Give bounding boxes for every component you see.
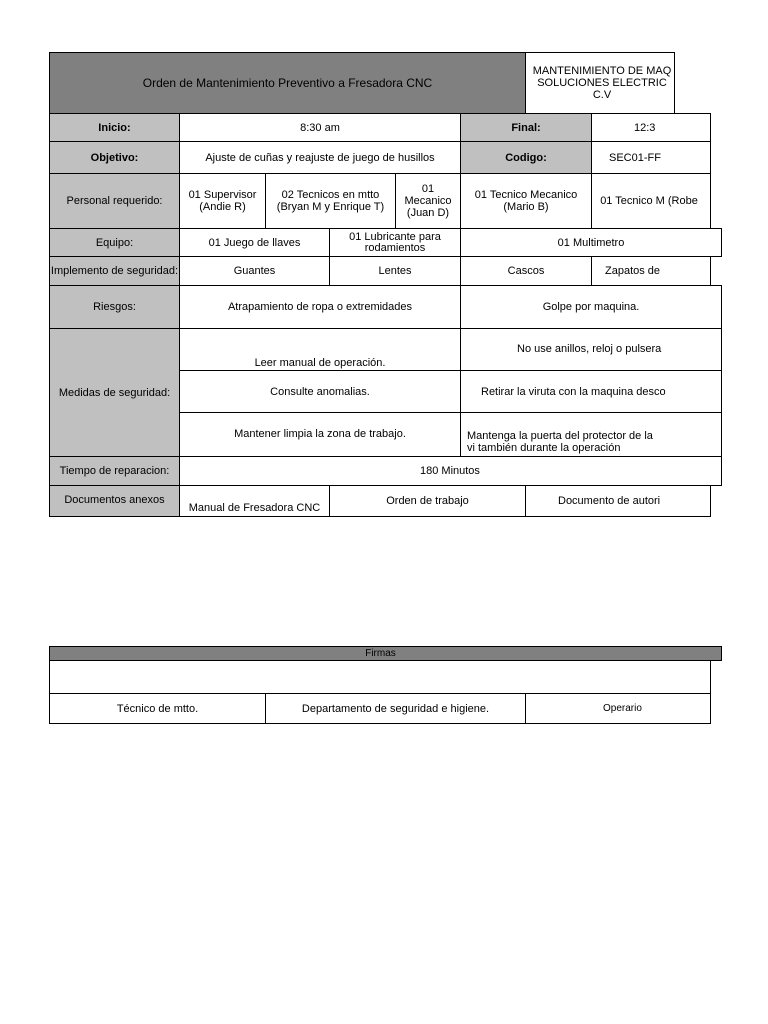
riesgo-item: Atrapamiento de ropa o extremidades [179, 285, 461, 329]
implemento-item: Lentes [329, 256, 461, 286]
medida-item: Retirar la viruta con la maquina desco [460, 370, 722, 413]
implemento-label: Implemento de seguridad: [49, 256, 180, 286]
personal-item: 02 Tecnicos en mtto (Bryan M y Enrique T) [265, 173, 396, 229]
final-value: 12:3 [591, 113, 711, 142]
signature-operario: Operario [525, 693, 711, 724]
implemento-item: Cascos [460, 256, 592, 286]
documentos-label: Documentos anexos [49, 485, 180, 517]
inicio-label: Inicio: [49, 113, 180, 142]
codigo-value: SEC01-FF [591, 141, 711, 174]
medidas-label: Medidas de seguridad: [49, 328, 180, 457]
signature-space [49, 660, 711, 694]
implemento-item: Guantes [179, 256, 330, 286]
medida-item: Mantenga la puerta del protector de la vi también durante la operación [460, 412, 722, 457]
inicio-value: 8:30 am [179, 113, 461, 142]
company-name-cell: MANTENIMIENTO DE MAQ SOLUCIONES ELECTRIC C.V [525, 52, 675, 114]
signature-tecnico: Técnico de mtto. [49, 693, 266, 724]
implemento-item: Zapatos de [591, 256, 711, 286]
documento-item: Manual de Fresadora CNC [179, 485, 330, 517]
equipo-item: 01 Juego de llaves [179, 228, 330, 257]
personal-item: 01 Tecnico Mecanico (Mario B) [460, 173, 592, 229]
equipo-label: Equipo: [49, 228, 180, 257]
medida-item: Mantener limpia la zona de trabajo. [179, 412, 461, 457]
equipo-item: 01 Lubricante para rodamientos [329, 228, 461, 257]
tiempo-value: 180 Minutos [179, 456, 722, 486]
signature-seguridad: Departamento de seguridad e higiene. [265, 693, 526, 724]
objetivo-label: Objetivo: [49, 141, 180, 174]
medida-item: No use anillos, reloj o pulsera [460, 328, 722, 371]
order-title-cell: Orden de Mantenimiento Preventivo a Fresadora CNC [49, 52, 526, 114]
codigo-label: Codigo: [460, 141, 592, 174]
personal-item: 01 Supervisor (Andie R) [179, 173, 266, 229]
equipo-item: 01 Multimetro [460, 228, 722, 257]
riesgo-item: Golpe por maquina. [460, 285, 722, 329]
objetivo-value: Ajuste de cuñas y reajuste de juego de husillos [179, 141, 461, 174]
medida-item: Leer manual de operación. [179, 328, 461, 371]
firmas-header [49, 646, 722, 661]
documento-item: Orden de trabajo [329, 485, 526, 517]
personal-item: 01 Tecnico M (Robe [591, 173, 711, 229]
firmas-title: Firmas [365, 648, 396, 659]
riesgos-label: Riesgos: [49, 285, 180, 329]
tiempo-label: Tiempo de reparacion: [49, 456, 180, 486]
final-label: Final: [460, 113, 592, 142]
personal-item: 01 Mecanico (Juan D) [395, 173, 461, 229]
personal-label: Personal requerido: [49, 173, 180, 229]
medida-item: Consulte anomalias. [179, 370, 461, 413]
documento-item: Documento de autori [525, 485, 711, 517]
